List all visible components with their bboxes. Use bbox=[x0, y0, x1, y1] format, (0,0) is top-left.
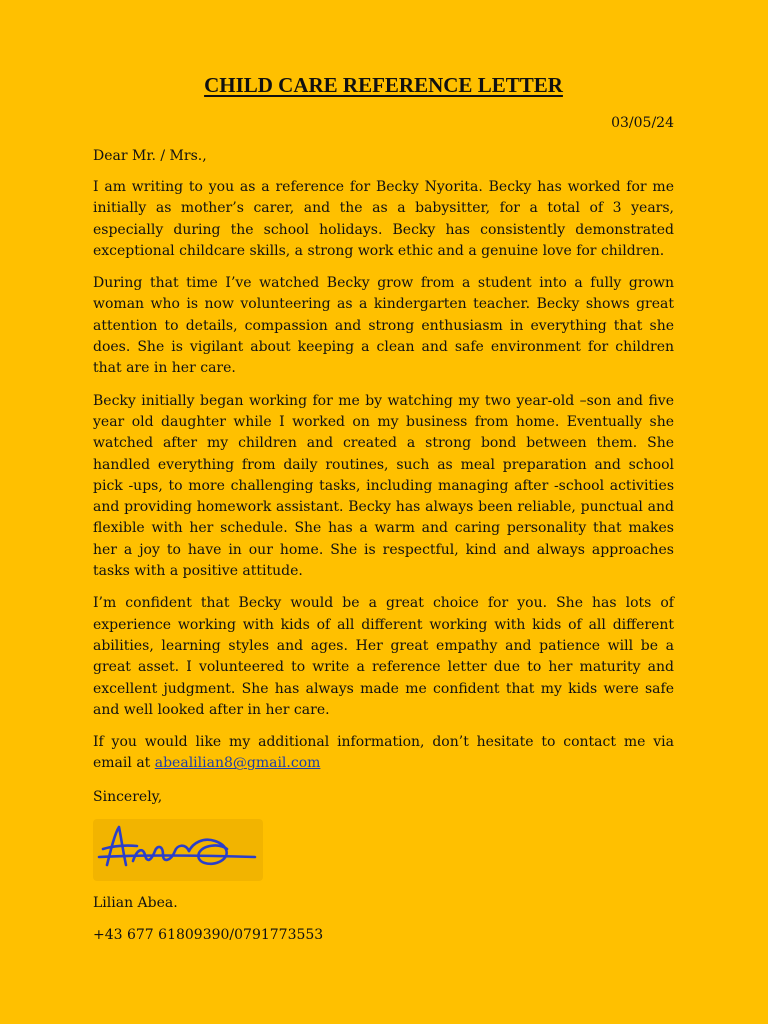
email-link[interactable]: abealilian8@gmail.com bbox=[154, 755, 321, 772]
salutation: Dear Mr. / Mrs., bbox=[93, 148, 207, 164]
signer-name: Lilian Abea. bbox=[93, 894, 178, 911]
paragraph-duties: Becky initially began working for me by watching my two year-old –son and five year old daughter while I worked on my business from home. Eventually she watched after my children and created a strong bond between them. She handled everything from daily routines, such as meal preparation and school pick -ups, to more challenging tasks, including managing after -school activities and providing homework assistant. Becky has always been reliable, punctual and flexible with her schedule. She has a warm and caring personality that makes her a joy to have in our home. She is respectful, kind and always approaches tasks with a positive attitude. bbox=[93, 392, 674, 580]
letter-date: 03/05/24 bbox=[611, 115, 674, 131]
letter-page bbox=[93, 72, 674, 945]
closing: Sincerely, bbox=[93, 788, 163, 805]
paragraph-recommendation: I’m confident that Becky would be a great choice for you. She has lots of experience working with kids of all different working with kids of all different abilities, learning styles and ages. Her great empathy and patience will be a great asset. I volunteered to write a reference letter due to her maturity and excellent judgment. She has always made me confident that my kids were safe and well looked after in her care. bbox=[93, 595, 674, 718]
contact-text: If you would like my additional information, don’t hesitate to contact me via email at bbox=[93, 734, 674, 772]
paragraph-contact bbox=[93, 732, 674, 775]
phone-number: +43 677 61809390/0791773553 bbox=[93, 926, 324, 943]
paragraph-intro: I am writing to you as a reference for Becky Nyorita. Becky has worked for me initially as mother’s carer, and the as a babysitter, for a total of 3 years, especially during the school holidays. Becky has consistently demonstrated exceptional childcare skills, a strong work ethic and a genuine love for children. bbox=[93, 179, 674, 259]
letter-title: CHILD CARE REFERENCE LETTER bbox=[204, 73, 563, 97]
handwritten-signature bbox=[93, 819, 263, 881]
paragraph-growth: During that time I’ve watched Becky grow from a student into a fully grown woman who is now volunteering as a kindergarten teacher. Becky shows great attention to details, compassion and strong enthusiasm in everything that she does. She is vigilant about keeping a clean and safe environment for children that are in her care. bbox=[93, 275, 674, 377]
